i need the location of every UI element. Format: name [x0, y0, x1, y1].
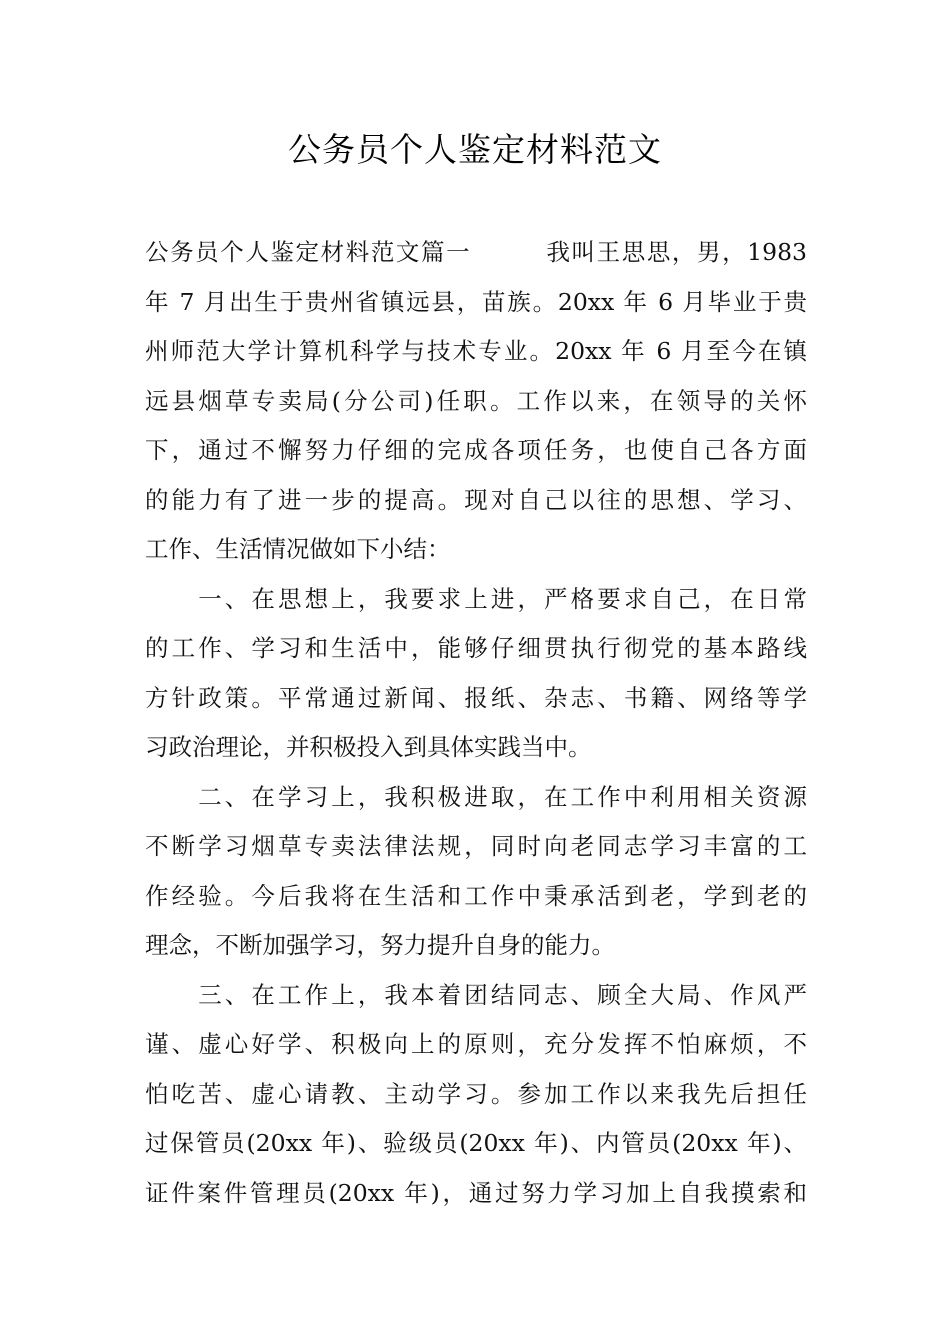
text-line: 下，通过不懈努力仔细的完成各项任务，也使自己各方面: [145, 436, 807, 464]
text-line: 三、在工作上，我本着团结同志、顾全大局、作风严: [145, 980, 807, 1009]
text-line: 证件案件管理员(20xx 年)，通过努力学习加上自我摸索和: [145, 1178, 807, 1207]
paragraph-study: [145, 773, 807, 971]
text-line: 远县烟草专卖局(分公司)任职。工作以来，在领导的关怀: [145, 386, 807, 415]
text-line: 怕吃苦、虚心请教、主动学习。参加工作以来我先后担任: [145, 1079, 807, 1108]
text-line: 公务员个人鉴定材料范文篇一 我叫王思思，男，1983: [145, 238, 807, 266]
document-title: 公务员个人鉴定材料范文: [288, 130, 662, 169]
paragraph-work: [145, 971, 807, 1219]
document-body: [145, 228, 807, 1218]
text-line: 州师范大学计算机科学与技术专业。20xx 年 6 月至今在镇: [145, 337, 807, 365]
text-line: 方针政策。平常通过新闻、报纸、杂志、书籍、网络等学: [145, 683, 807, 712]
text-line: 过保管员(20xx 年)、验级员(20xx 年)、内管员(20xx 年)、: [145, 1129, 807, 1157]
text-line: 年 7 月出生于贵州省镇远县，苗族。20xx 年 6 月毕业于贵: [145, 287, 807, 316]
text-line: 一、在思想上，我要求上进，严格要求自己，在日常: [145, 584, 807, 613]
text-line: 习政治理论，并积极投入到具体实践当中。: [145, 733, 592, 761]
paragraph-intro: [145, 228, 807, 575]
text-line: 不断学习烟草专卖法律法规，同时向老同志学习丰富的工: [145, 832, 807, 860]
text-line: 的能力有了进一步的提高。现对自己以往的思想、学习、: [145, 485, 807, 514]
text-line: 的工作、学习和生活中，能够仔细贯执行彻党的基本路线: [145, 634, 807, 662]
text-line: 二、在学习上，我积极进取，在工作中利用相关资源: [145, 782, 807, 811]
paragraph-thought: [145, 575, 807, 773]
text-line: 工作、生活情况做如下小结：: [145, 535, 451, 563]
text-line: 谨、虚心好学、积极向上的原则，充分发挥不怕麻烦，不: [145, 1030, 807, 1058]
text-line: 理念，不断加强学习，努力提升自身的能力。: [145, 931, 615, 959]
text-line: 作经验。今后我将在生活和工作中秉承活到老，学到老的: [145, 881, 807, 910]
